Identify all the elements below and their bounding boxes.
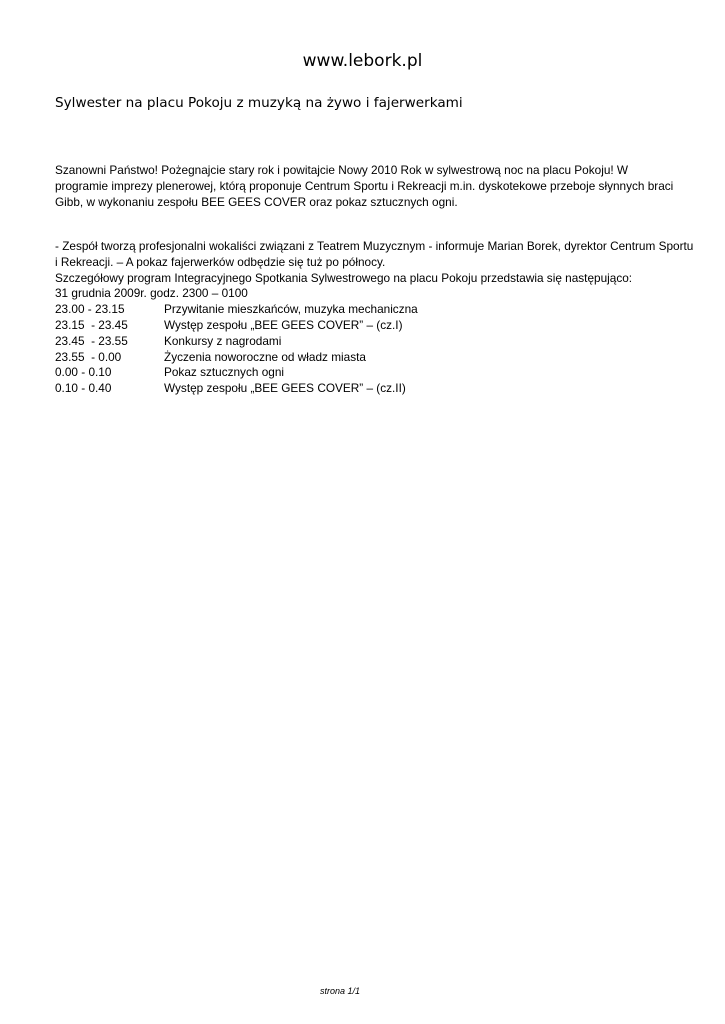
- schedule-event: Przywitanie mieszkańców, muzyka mechaniczna: [164, 302, 418, 317]
- schedule-time: 23.00 - 23.15: [55, 302, 125, 317]
- article-title: Sylwester na placu Pokoju z muzyką na żywo i fajerwerkami: [55, 95, 463, 111]
- page-number: strona 1/1: [319, 986, 361, 996]
- schedule-event: Życzenia noworoczne od władz miasta: [164, 349, 366, 364]
- event-date-line: 31 grudnia 2009r. godz. 2300 – 0100: [55, 286, 248, 301]
- schedule-time: 23.15 - 23.45: [55, 317, 128, 332]
- schedule-row: [55, 334, 695, 350]
- program-section: [55, 239, 695, 397]
- schedule-time: 0.10 - 0.40: [55, 381, 112, 396]
- schedule-event: Występ zespołu „BEE GEES COVER” – (cz.I): [164, 317, 403, 332]
- schedule-row: [55, 381, 695, 397]
- schedule-row: [55, 365, 695, 381]
- quote-paragraph: - Zespół tworzą profesjonalni wokaliści związani z Teatrem Muzycznym - informuje Marian Borek, dyrektor Centrum Sportu i Rekreacji. – A pokaz fajerwerków odbędzie się tuż po północy.: [55, 239, 694, 269]
- schedule-event: Pokaz sztucznych ogni: [164, 365, 284, 380]
- schedule-row: [55, 302, 695, 318]
- schedule-row: [55, 318, 695, 334]
- site-header: www.lebork.pl: [302, 51, 423, 71]
- schedule-list: [55, 302, 695, 397]
- schedule-time: 23.45 - 23.55: [55, 333, 128, 348]
- schedule-time: 23.55 - 0.00: [55, 349, 122, 364]
- intro-paragraph: Szanowni Państwo! Pożegnajcie stary rok i powitajcie Nowy 2010 Rok w sylwestrową noc na placu Pokoju! W programie imprezy plenerowej, którą proponuje Centrum Sportu i Rekreacji m.in. dyskotekowe przeboje słynnych braci Gibb, w wykonaniu zespołu BEE GEES COVER oraz pokaz sztucznych ogni.: [55, 163, 674, 209]
- schedule-event: Występ zespołu „BEE GEES COVER” – (cz.II): [164, 381, 406, 396]
- program-intro: Szczegółowy program Integracyjnego Spotkania Sylwestrowego na placu Pokoju przedstawia się następująco:: [55, 270, 633, 285]
- schedule-row: [55, 350, 695, 366]
- schedule-time: 0.00 - 0.10: [55, 365, 112, 380]
- schedule-event: Konkursy z nagrodami: [164, 333, 282, 348]
